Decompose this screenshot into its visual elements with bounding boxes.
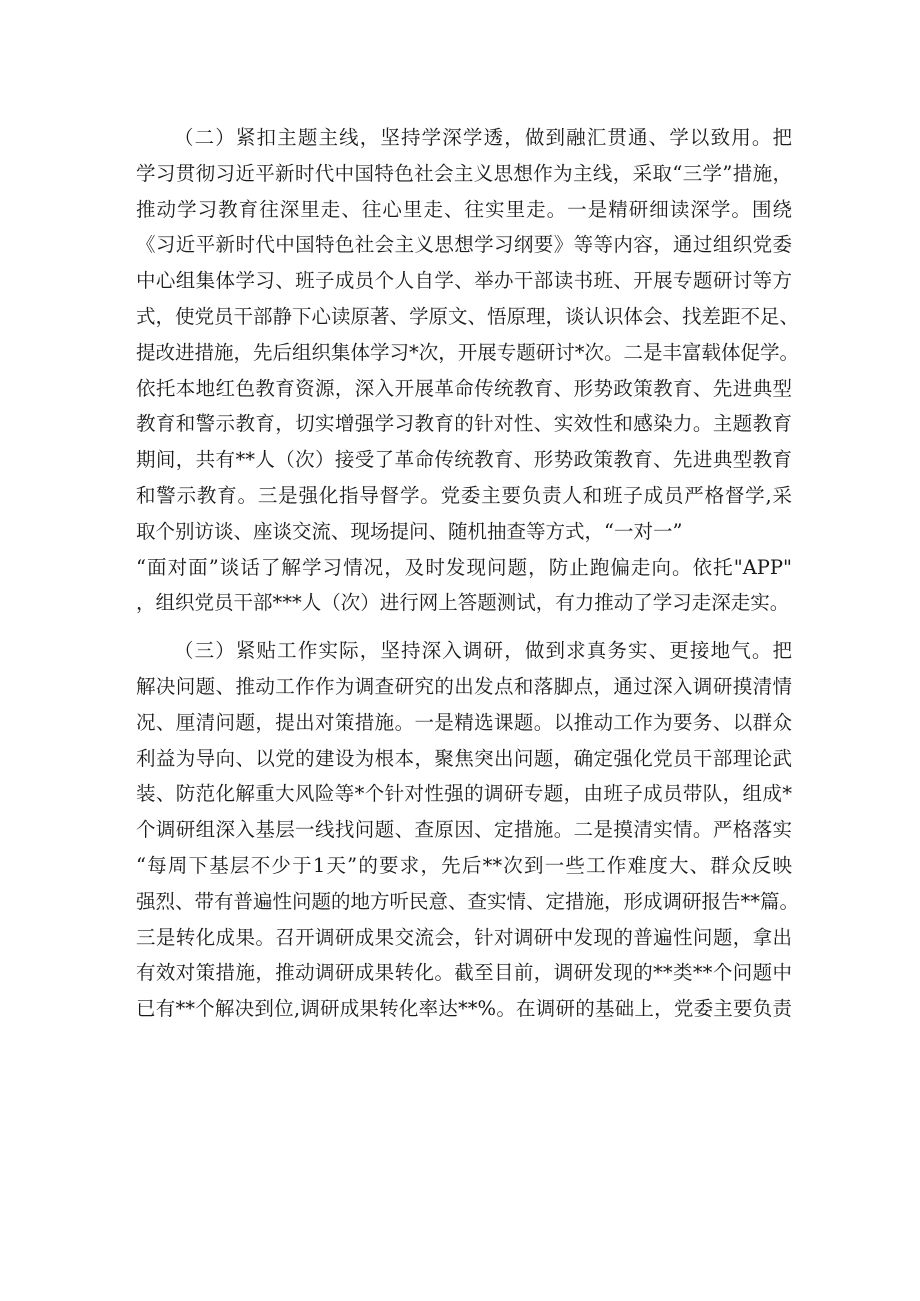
text-line: 装、防范化解重大风险等*个针对性强的调研专题，由班子成员带队，组成* <box>136 782 792 806</box>
text-line: （三）紧贴工作实际，坚持深入调研，做到求真务实、更接地气。把 <box>174 639 792 663</box>
text-line: 强烈、带有普遍性问题的地方听民意、查实情、定措施，形成调研报告**篇。 <box>136 889 800 913</box>
text-line: 期间，共有**人（次）接受了革命传统教育、形势政策教育、先进典型教育 <box>136 448 792 472</box>
text-line: “每周下基层不少于1天”的要求，先后**次到一些工作难度大、群众反映 <box>136 853 792 877</box>
text-line: ，组织党员干部***人（次）进行网上答题测试，有力推动了学习走深走实。 <box>136 591 790 615</box>
text-line: 利益为导向、以党的建设为根本，聚焦突出问题，确定强化党员干部理论武 <box>136 746 792 770</box>
text-line: “面对面”谈话了解学习情况，及时发现问题，防止跑偏走向。依托"APP" <box>136 555 792 579</box>
text-line: 三是转化成果。召开调研成果交流会，针对调研中发现的普遍性问题，拿出 <box>136 925 792 949</box>
text-line: 个调研组深入基层一线找问题、查原因、定措施。二是摸清实情。严格落实 <box>136 818 792 842</box>
text-line: 中心组集体学习、班子成员个人自学、举办干部读书班、开展专题研讨等方 <box>136 269 792 293</box>
text-line: 取个别访谈、座谈交流、现场提问、随机抽查等方式，“一对一” <box>136 519 683 543</box>
text-line: 《习近平新时代中国特色社会主义思想学习纲要》等等内容，通过组织党委 <box>136 233 792 257</box>
text-line: 教育和警示教育，切实增强学习教育的针对性、实效性和感染力。主题教育 <box>136 412 792 436</box>
text-line: 有效对策措施，推动调研成果转化。截至目前，调研发现的**类**个问题中 <box>136 961 792 985</box>
text-line: 推动学习教育往深里走、往心里走、往实里走。一是精研细读深学。围绕 <box>136 197 792 221</box>
text-line: 解决问题、推动工作作为调查研究的出发点和落脚点，通过深入调研摸清情 <box>136 674 792 698</box>
text-line: 依托本地红色教育资源，深入开展革命传统教育、形势政策教育、先进典型 <box>136 376 792 400</box>
text-line: 已有**个解决到位,调研成果转化率达**%。在调研的基础上，党委主要负责 <box>136 997 792 1021</box>
paragraph-2 <box>136 120 800 621</box>
text-line: 提改进措施，先后组织集体学习*次，开展专题研讨*次。二是丰富载体促学。 <box>136 340 800 364</box>
text-line: 和警示教育。三是强化指导督学。党委主要负责人和班子成员严格督学,采 <box>136 483 792 507</box>
paragraph-gap <box>136 621 792 633</box>
document-body <box>136 120 800 1027</box>
text-line: 学习贯彻习近平新时代中国特色社会主义思想作为主线，采取“三学”措施， <box>136 161 792 185</box>
text-line: 式，使党员干部静下心读原著、学原文、悟原理，谈认识体会、找差距不足、 <box>136 304 800 328</box>
text-line: 况、厘清问题，提出对策措施。一是精选课题。以推动工作为要务、以群众 <box>136 710 792 734</box>
paragraph-3 <box>136 633 800 1027</box>
text-line: （二）紧扣主题主线，坚持学深学透，做到融汇贯通、学以致用。把 <box>174 126 792 149</box>
